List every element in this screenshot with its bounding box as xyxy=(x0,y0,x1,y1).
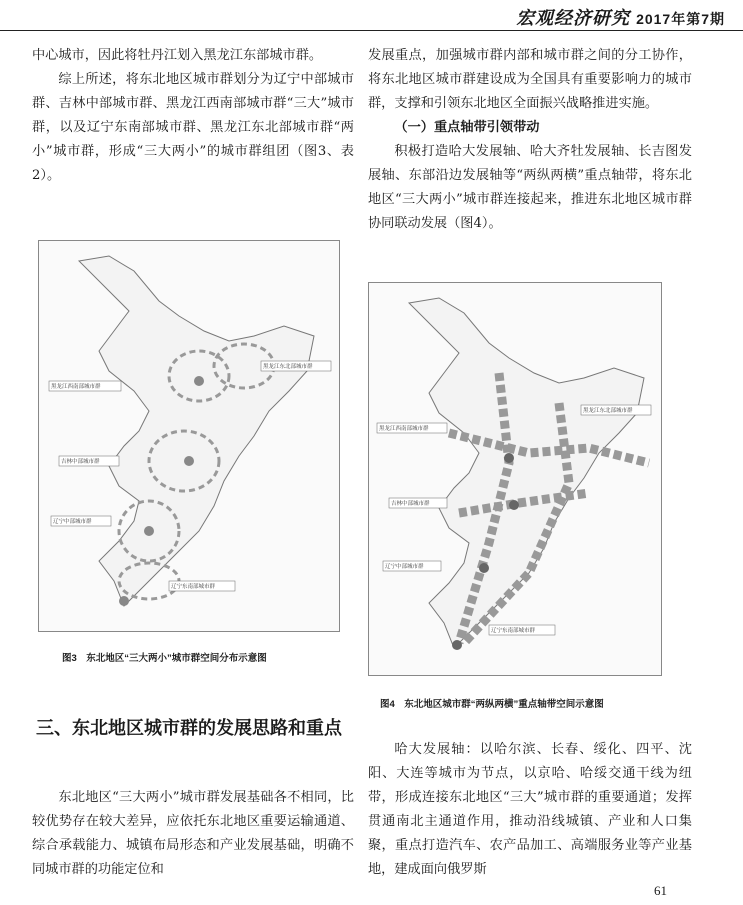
fig4-label-hlj-ne: 黑龙江东北部城市群 xyxy=(583,408,633,414)
right-column-text xyxy=(368,44,692,236)
right-paragraph-2: 积极打造哈大发展轴、哈大齐牡发展轴、长吉图发展轴、东部沿边发展轴等“两纵两横”重点轴带，将东北地区“三大两小”城市群连接起来，推进东北地区城市群协同联动发展（图4）。 xyxy=(368,144,692,231)
northeast-region-outline xyxy=(409,298,644,648)
journal-name: 宏观经济研究 xyxy=(516,8,631,29)
figure-3-svg xyxy=(39,241,339,631)
figure-3-caption: 图3 东北地区“三大两小”城市群空间分布示意图 xyxy=(62,653,267,664)
city-marker xyxy=(452,640,462,650)
figure-4-caption: 图4 东北地区城市群“两纵两横”重点轴带空间示意图 xyxy=(380,699,604,710)
city-marker xyxy=(479,563,489,573)
page-header xyxy=(0,0,743,36)
city-marker xyxy=(144,526,154,536)
page-number: 61 xyxy=(654,883,667,898)
fig3-label-hlj-ne: 黑龙江东北部城市群 xyxy=(263,364,313,370)
subsection-heading: （一）重点轴带引领带动 xyxy=(394,120,540,135)
fig3-label-hlj-sw: 黑龙江西南部城市群 xyxy=(51,384,101,390)
northeast-region-outline xyxy=(79,256,314,606)
city-marker xyxy=(194,376,204,386)
right-paragraph-1: 发展重点，加强城市群内部和城市群之间的分工协作，将东北地区城市群建设成为全国具有重要影响力的城市群，支撑和引领东北地区全面振兴战略推进实施。 xyxy=(368,48,692,111)
header-rule xyxy=(0,30,743,31)
section-title: 三、东北地区城市群的发展思路和重点 xyxy=(36,718,342,739)
harbin-dalian-axis-paragraph: 哈大发展轴：以哈尔滨、长春、绥化、四平、沈阳、大连等城市为节点，以京哈、哈绥交通干线为纽带，形成连接东北地区“三大”城市群的重要通道；发挥贯通南北主通道作用，推动沿线城镇、产业和人口集聚，重点打造汽车、农产品加工、高端服务业等产业基地，建成面向俄罗斯 xyxy=(368,742,692,877)
journal-title xyxy=(516,4,725,30)
city-marker xyxy=(509,500,519,510)
fig4-label-jilin: 吉林中部城市群 xyxy=(391,501,430,507)
right-bottom-text xyxy=(368,738,692,882)
fig4-label-ln-central: 辽宁中部城市群 xyxy=(385,564,424,570)
city-marker xyxy=(504,453,514,463)
fig4-label-ln-se: 辽宁东南部城市群 xyxy=(491,628,536,634)
left-paragraph-2: 综上所述，将东北地区城市群划分为辽宁中部城市群、吉林中部城市群、黑龙江西南部城市群“三大”城市群，以及辽宁东南部城市群、黑龙江东北部城市群“两小”城市群，形成“三大两小”的城市群组团（图3、表2）。 xyxy=(32,72,354,183)
figure-4-svg xyxy=(369,283,661,675)
figure-4-map xyxy=(368,282,662,676)
figure-3-map xyxy=(38,240,340,632)
city-marker xyxy=(184,456,194,466)
fig4-label-hlj-sw: 黑龙江西南部城市群 xyxy=(379,426,429,432)
fig3-label-ln-central: 辽宁中部城市群 xyxy=(53,519,92,525)
left-paragraph-1: 中心城市，因此将牡丹江划入黑龙江东部城市群。 xyxy=(32,48,323,63)
fig3-label-ln-se: 辽宁东南部城市群 xyxy=(171,584,216,590)
left-column-text xyxy=(32,44,354,188)
city-marker xyxy=(119,596,129,606)
left-bottom-text xyxy=(32,786,354,882)
issue-label: 2017年第7期 xyxy=(636,11,725,27)
fig3-label-jilin: 吉林中部城市群 xyxy=(61,459,100,465)
section-paragraph: 东北地区“三大两小”城市群发展基础各不相同，比较优势存在较大差异，应依托东北地区重要运输通道、综合承载能力、城镇布局形态和产业发展基础，明确不同城市群的功能定位和 xyxy=(32,790,354,877)
